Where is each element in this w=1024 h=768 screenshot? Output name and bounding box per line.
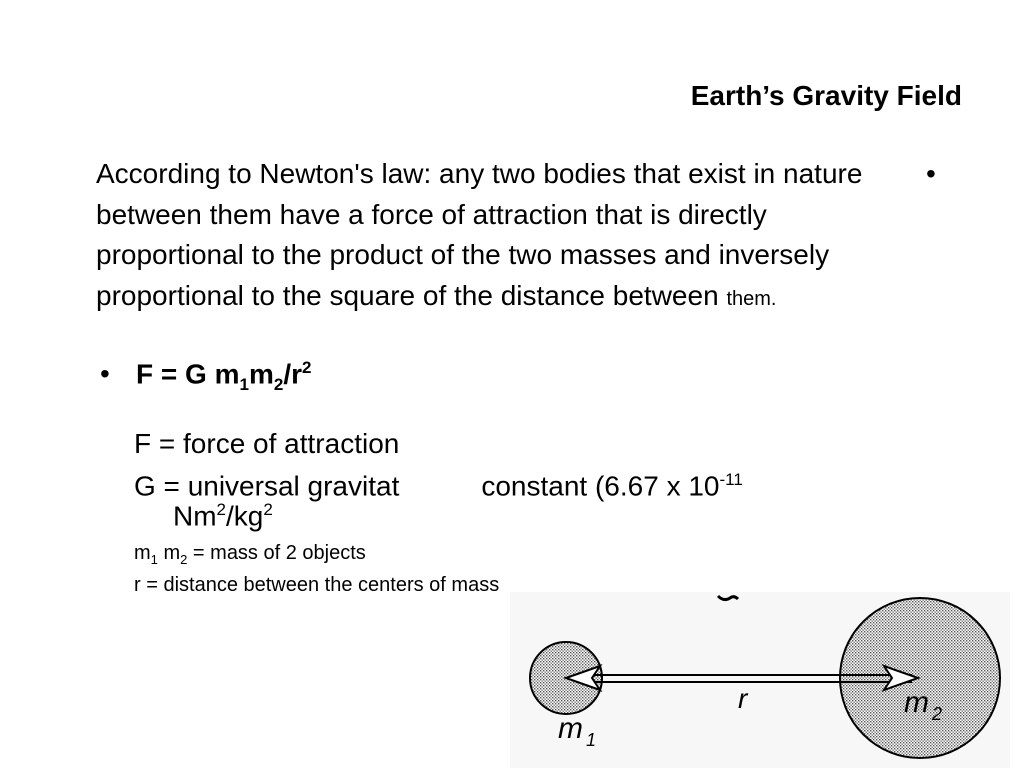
gravity-formula [100,358,311,395]
formula-slash-r: /r [283,358,302,390]
mass-m1: m [134,542,151,564]
label-m1-letter: m [558,712,583,745]
definition-masses [134,542,366,567]
newton-law-paragraph [96,154,911,319]
formula-sub2: 2 [273,374,284,394]
formula-sup: 2 [302,358,312,377]
label-m2-letter: m [904,686,929,719]
definition-g-units [173,500,273,532]
mass-sub2: 2 [180,552,188,567]
definition-force: F = force of attraction [134,428,400,459]
label-r: r [738,683,748,714]
definition-g-constant: constant (6.67 x 10 [481,470,720,502]
definition-g [134,470,743,502]
label-m1-sub: 1 [586,730,597,750]
formula-bullet: • [100,358,110,390]
formula-sub1: 1 [239,374,249,394]
formula-m2: m [248,358,274,390]
formula-prefix: F = G m [136,358,240,390]
mass-m2: m [157,542,181,564]
definition-g-exponent: -11 [719,470,743,489]
mass-text: = mass of 2 objects [187,542,366,564]
definition-g-prefix: G = universal gravitat [134,470,400,502]
mass-sub1: 1 [150,552,158,567]
definition-distance: r = distance between the centers of mass [134,574,500,596]
units-kg: /kg [226,500,264,532]
paragraph-tail-text: them. [726,287,777,310]
two-mass-diagram [510,592,1010,768]
units-nm: Nm [173,500,217,532]
slide-title: Earth’s Gravity Field [690,80,962,111]
paragraph-main-text: According to Newton's law: any two bodies that exist in nature between them have a force of attraction that is directly proportional to the product of the two masses and inversely proportional to the square of the distance between [96,158,863,311]
units-sup2: 2 [263,500,273,519]
label-m2-sub: 2 [932,704,943,724]
units-sup: 2 [216,500,227,519]
stray-bullet: • [926,158,936,189]
